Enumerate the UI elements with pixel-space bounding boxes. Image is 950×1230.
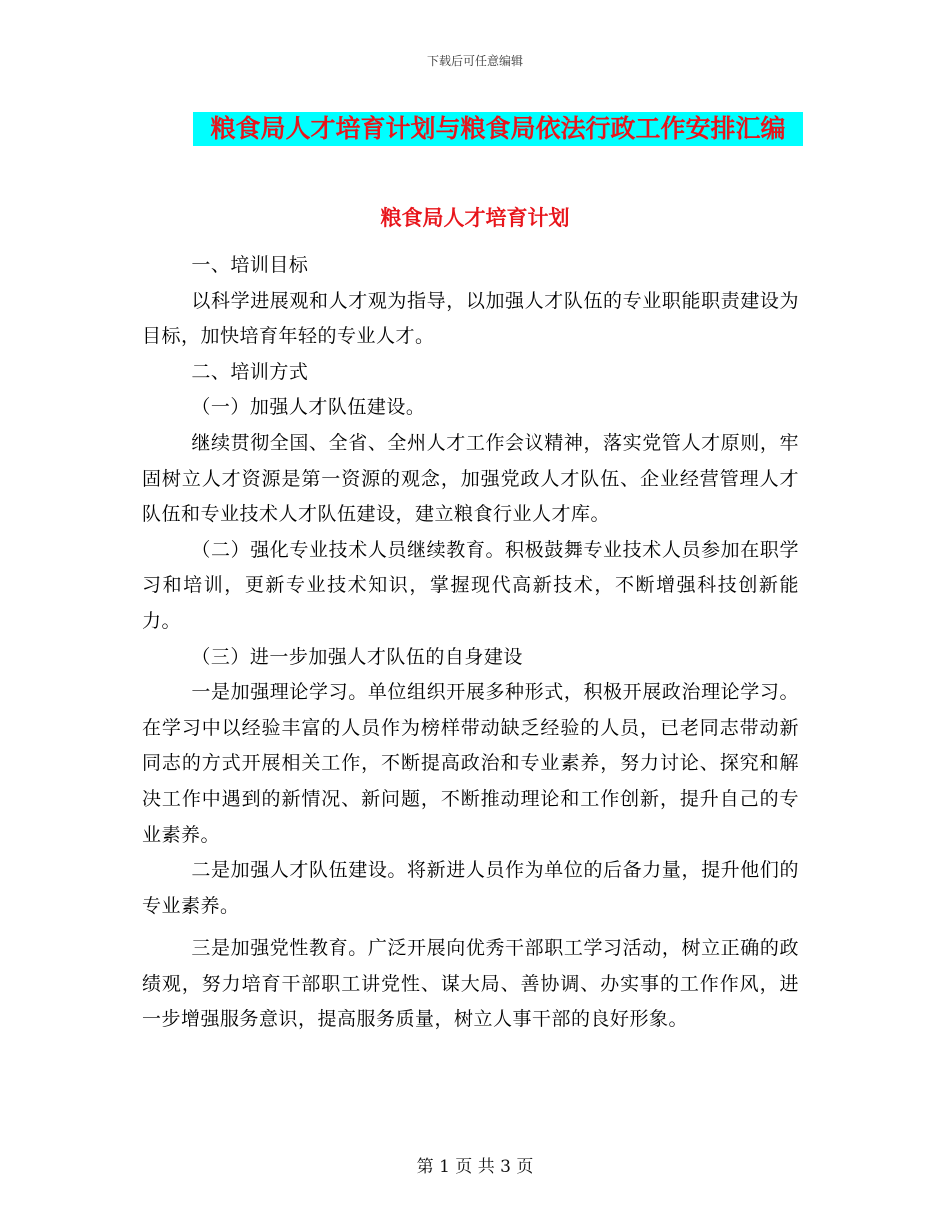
paragraph-party-education: 三是加强党性教育。广泛开展向优秀干部职工学习活动，树立正确的政绩观，努力培育干部职工讲党性、谋大局、善协调、办实事的工作作风，进一步增强服务意识，提高服务质量，树立人事干部的良好形象。 xyxy=(142,937,799,1031)
section-title: 粮食局人才培育计划 xyxy=(380,205,570,230)
paragraph-training-goal: 以科学进展观和人才观为指导，以加强人才队伍的专业职能职责建设为目标，加快培育年轻的专业人才。 xyxy=(142,289,799,348)
subheading-team-building: （一）加强人才队伍建设。 xyxy=(191,396,426,419)
document-body xyxy=(142,248,799,1038)
subheading-self-building: （三）进一步加强人才队伍的自身建设 xyxy=(191,645,523,668)
page-number: 第 1 页 共 3 页 xyxy=(416,1157,534,1177)
paragraph-team-building: 继续贯彻全国、全省、全州人才工作会议精神，落实党管人才原则，牢固树立人才资源是第一资源的观念，加强党政人才队伍、企业经营管理人才队伍和专业技术人才队伍建设，建立粮食行业人才库。 xyxy=(142,431,799,526)
paragraph-continuing-education: （二）强化专业技术人员继续教育。积极鼓舞专业技术人员参加在职学习和培训，更新专业技术知识，掌握现代高新技术，不断增强科技创新能力。 xyxy=(142,538,799,632)
document-title: 粮食局人才培育计划与粮食局依法行政工作安排汇编 xyxy=(193,112,803,146)
paragraph-theory-study: 一是加强理论学习。单位组织开展多种形式，积极开展政治理论学习。在学习中以经验丰富的人员作为榜样带动缺乏经验的人员，已老同志带动新同志的方式开展相关工作，不断提高政治和专业素养，努力讨论、探究和解决工作中遇到的新情况、新问题，不断推动理论和工作创新，提升自己的专业素养。 xyxy=(142,681,799,846)
header-note: 下载后可任意编辑 xyxy=(426,54,523,68)
heading-training-goal: 一、培训目标 xyxy=(191,254,309,276)
paragraph-reserve-force: 二是加强人才队伍建设。将新进人员作为单位的后备力量，提升他们的专业素养。 xyxy=(142,859,799,917)
heading-training-method: 二、培训方式 xyxy=(191,360,309,383)
